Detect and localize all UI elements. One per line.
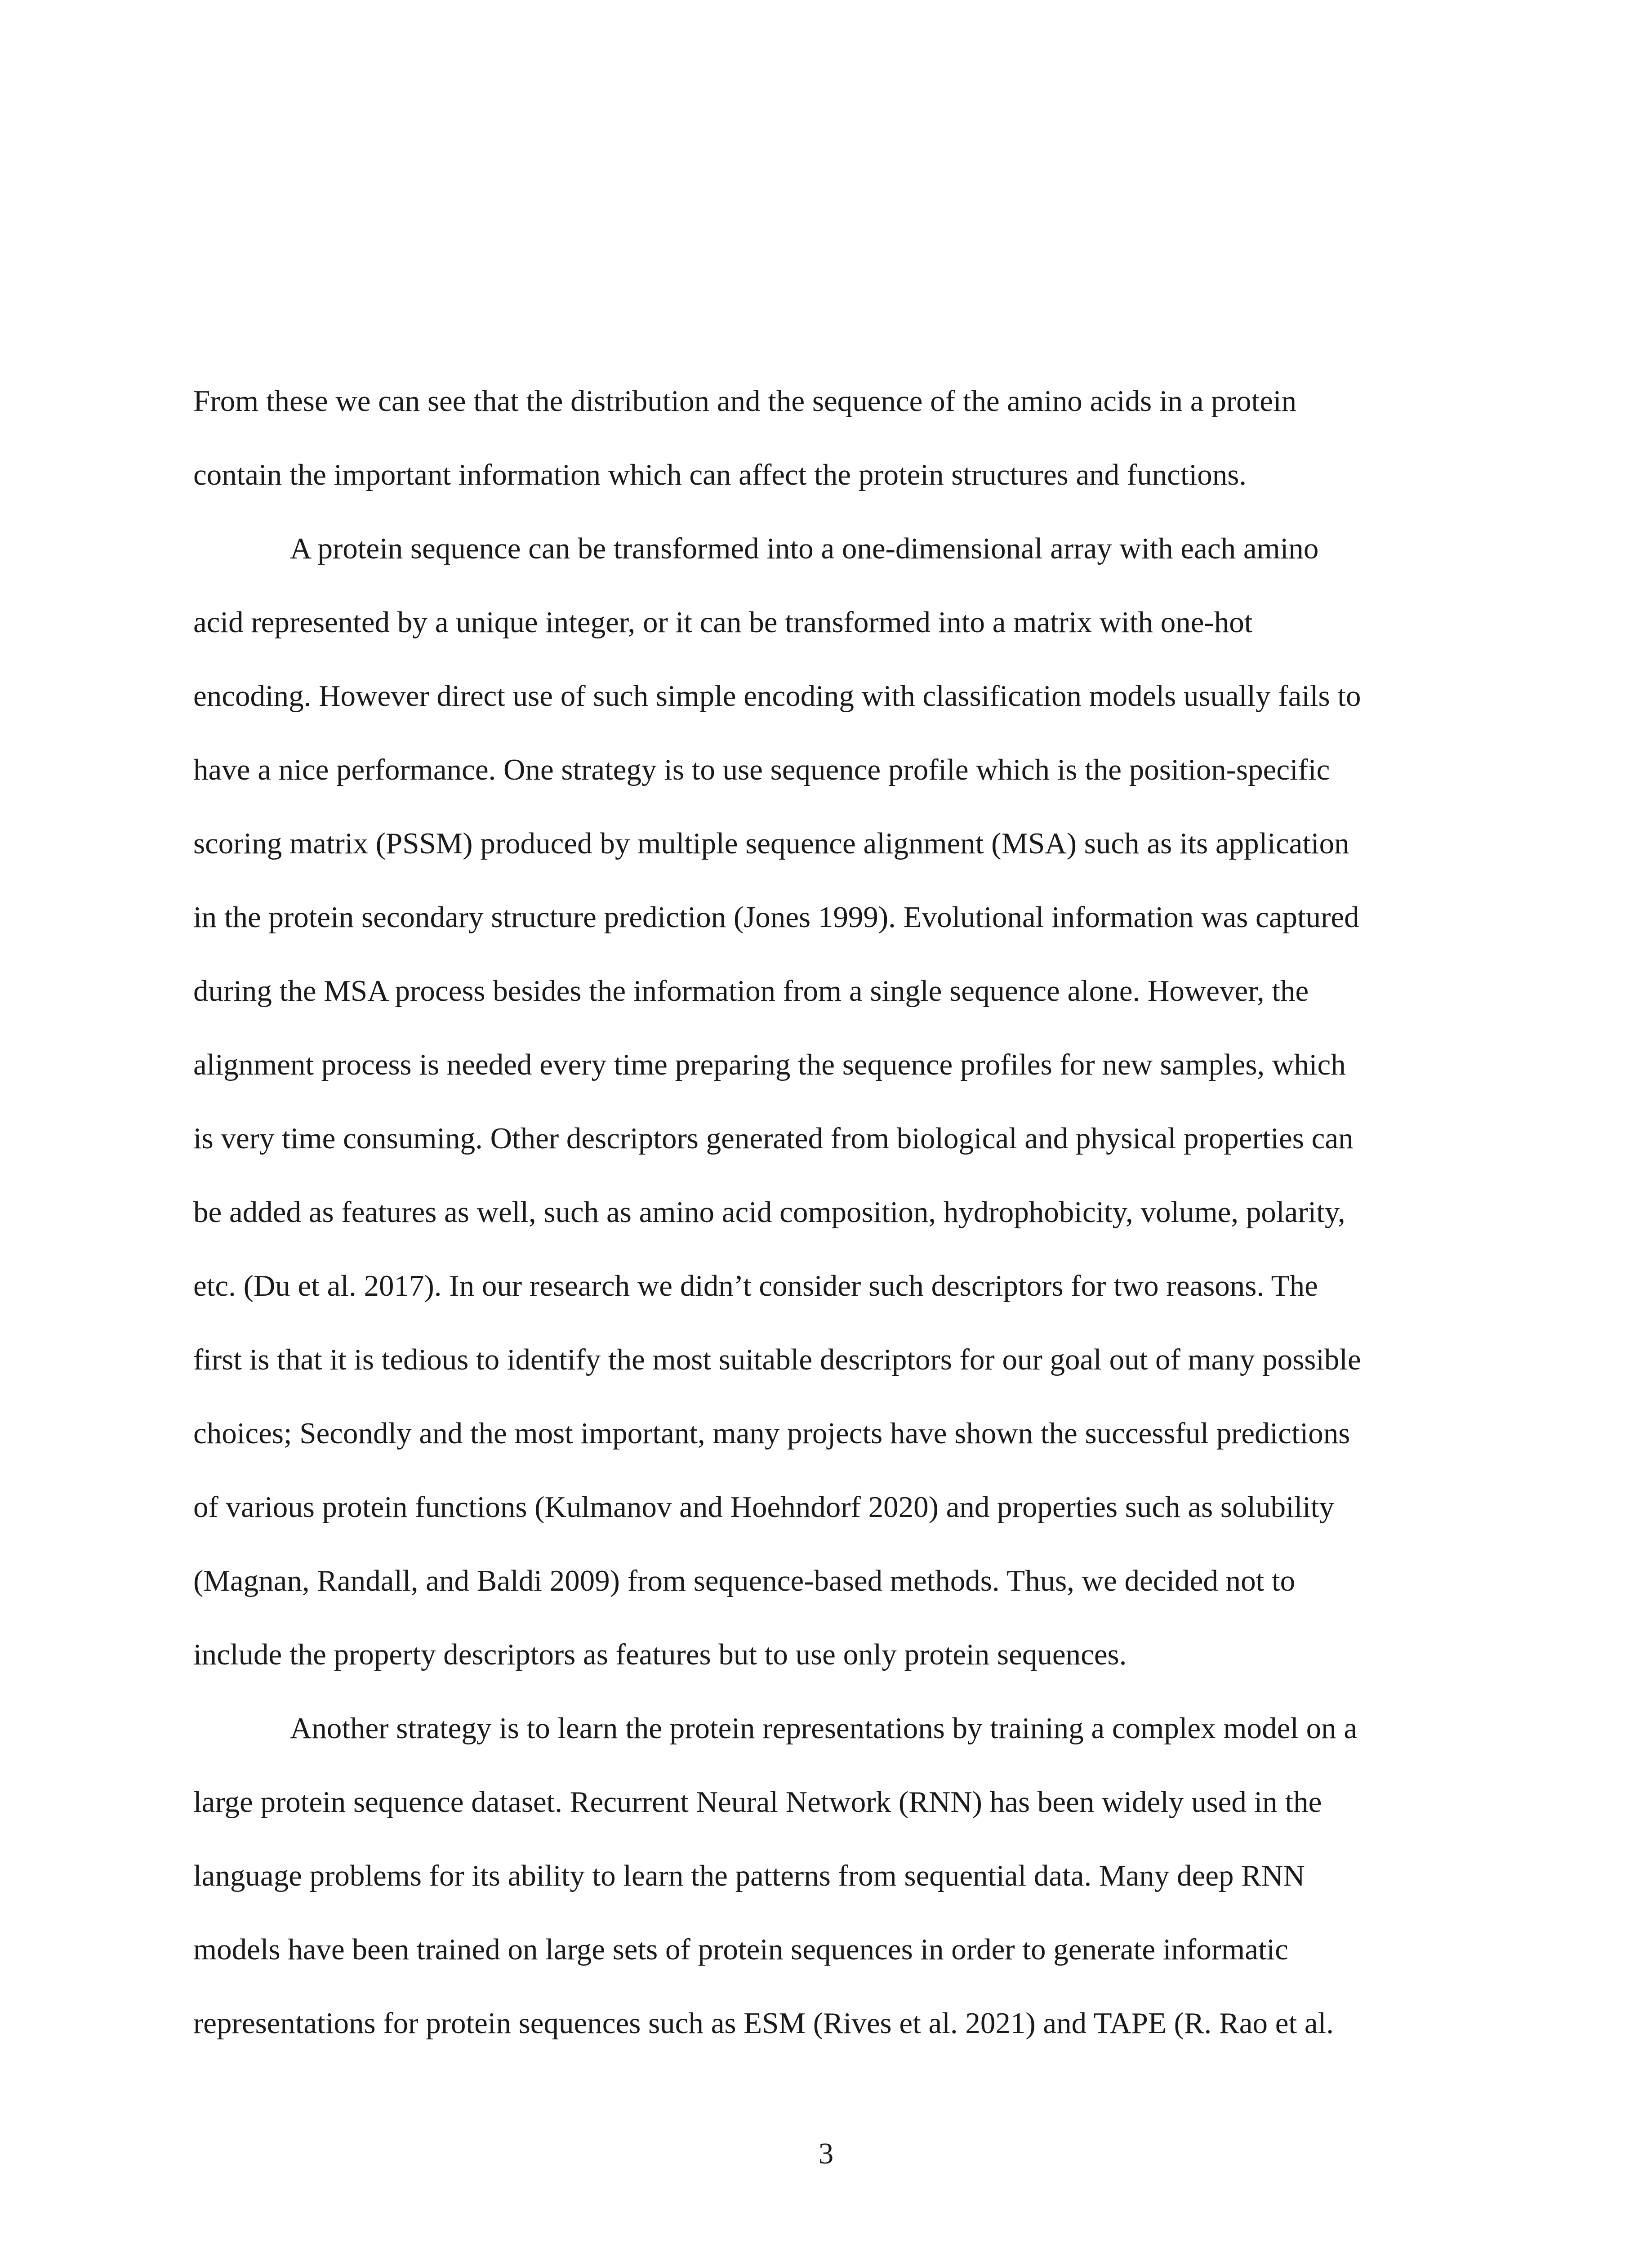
text-line: have a nice performance. One strategy is to use sequence profile which is the position-specific xyxy=(193,753,1330,786)
body-text xyxy=(193,364,1461,2060)
text-line: is very time consuming. Other descriptors generated from biological and physical properties can xyxy=(193,1122,1354,1155)
text-line: choices; Secondly and the most important, many projects have shown the successful predictions xyxy=(193,1417,1350,1450)
text-line: models have been trained on large sets of protein sequences in order to generate informatic xyxy=(193,1933,1288,1966)
text-line: first is that it is tedious to identify the most suitable descriptors for our goal out of many possible xyxy=(193,1343,1361,1376)
text-line: language problems for its ability to learn the patterns from sequential data. Many deep RNN xyxy=(193,1859,1305,1892)
text-line: representations for protein sequences such as ESM (Rives et al. 2021) and TAPE (R. Rao et al. xyxy=(193,2007,1334,2040)
text-line: scoring matrix (PSSM) produced by multiple sequence alignment (MSA) such as its application xyxy=(193,827,1349,860)
text-line: alignment process is needed every time preparing the sequence profiles for new samples, which xyxy=(193,1048,1346,1081)
text-line: etc. (Du et al. 2017). In our research we didn’t consider such descriptors for two reasons. The xyxy=(193,1269,1318,1302)
text-line: (Magnan, Randall, and Baldi 2009) from sequence-based methods. Thus, we decided not to xyxy=(193,1564,1296,1597)
paragraph-first-line: Another strategy is to learn the protein representations by training a complex model on a xyxy=(290,1712,1358,1745)
text-line: From these we can see that the distribution and the sequence of the amino acids in a protein xyxy=(193,384,1297,418)
text-line: include the property descriptors as features but to use only protein sequences. xyxy=(193,1638,1127,1671)
text-line: be added as features as well, such as amino acid composition, hydrophobicity, volume, polarity, xyxy=(193,1195,1345,1229)
text-line: of various protein functions (Kulmanov and Hoehndorf 2020) and properties such as solubility xyxy=(193,1490,1335,1524)
text-line: in the protein secondary structure prediction (Jones 1999). Evolutional information was captured xyxy=(193,901,1359,934)
text-line: large protein sequence dataset. Recurrent Neural Network (RNN) has been widely used in the xyxy=(193,1785,1322,1819)
text-line: contain the important information which can affect the protein structures and functions. xyxy=(193,458,1247,491)
paragraph-first-line: A protein sequence can be transformed into a one-dimensional array with each amino xyxy=(290,532,1319,565)
text-line: during the MSA process besides the information from a single sequence alone. However, the xyxy=(193,974,1309,1008)
text-line: encoding. However direct use of such simple encoding with classification models usually fails to xyxy=(193,679,1361,713)
text-line: acid represented by a unique integer, or it can be transformed into a matrix with one-hot xyxy=(193,606,1253,639)
page-number: 3 xyxy=(818,2137,834,2170)
